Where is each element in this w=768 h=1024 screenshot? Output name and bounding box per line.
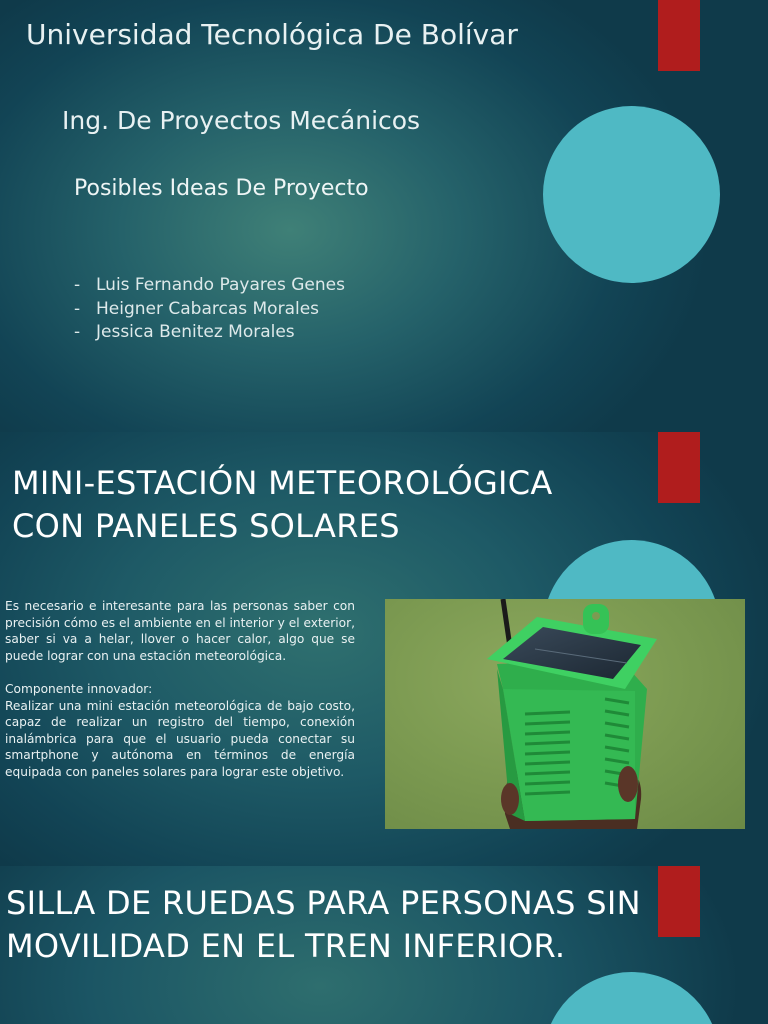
teal-circle-decoration (543, 106, 720, 283)
team-member: - Heigner Cabarcas Morales (74, 298, 345, 322)
description-paragraph: Realizar una mini estación meteorológica de bajo costo, capaz de realizar un registro del tiempo, conexión inalámbrica para que el usuario pueda conectar su smartphone y autónoma en términos de energía equipada con paneles solares para lograr este objetivo. (5, 698, 355, 779)
description-paragraph: Es necesario e interesante para las personas saber con precisión cómo es el ambiente en el interior y el exterior, saber si va a helar, llover o hacer calor, algo que se puede lograr con una estación meteorológica. (5, 599, 355, 663)
red-accent-bar (658, 432, 700, 503)
heading-line: MINI-ESTACIÓN METEOROLÓGICA (12, 464, 553, 502)
project-description (5, 598, 355, 781)
innovation-label: Componente innovador: (5, 681, 153, 696)
weather-station-photo (385, 599, 745, 829)
red-accent-bar (658, 0, 700, 71)
weather-station-heading (12, 462, 553, 548)
red-accent-bar (658, 866, 700, 937)
wheelchair-heading (6, 882, 641, 968)
course-title: Ing. De Proyectos Mecánicos (62, 106, 421, 135)
heading-line: MOVILIDAD EN EL TREN INFERIOR. (6, 927, 566, 965)
project-ideas-subtitle: Posibles Ideas De Proyecto (74, 176, 369, 201)
heading-line: SILLA DE RUEDAS PARA PERSONAS SIN (6, 884, 641, 922)
weather-station-illustration (385, 599, 745, 829)
slide-weather-station (0, 432, 768, 866)
team-member: - Jessica Benitez Morales (74, 321, 345, 345)
university-title: Universidad Tecnológica De Bolívar (26, 18, 518, 51)
slide-wheelchair (0, 866, 768, 1024)
heading-line: CON PANELES SOLARES (12, 507, 400, 545)
teal-circle-decoration (543, 972, 720, 1024)
team-member: - Luis Fernando Payares Genes (74, 274, 345, 298)
slide-title (0, 0, 768, 432)
team-members-list (74, 274, 345, 345)
